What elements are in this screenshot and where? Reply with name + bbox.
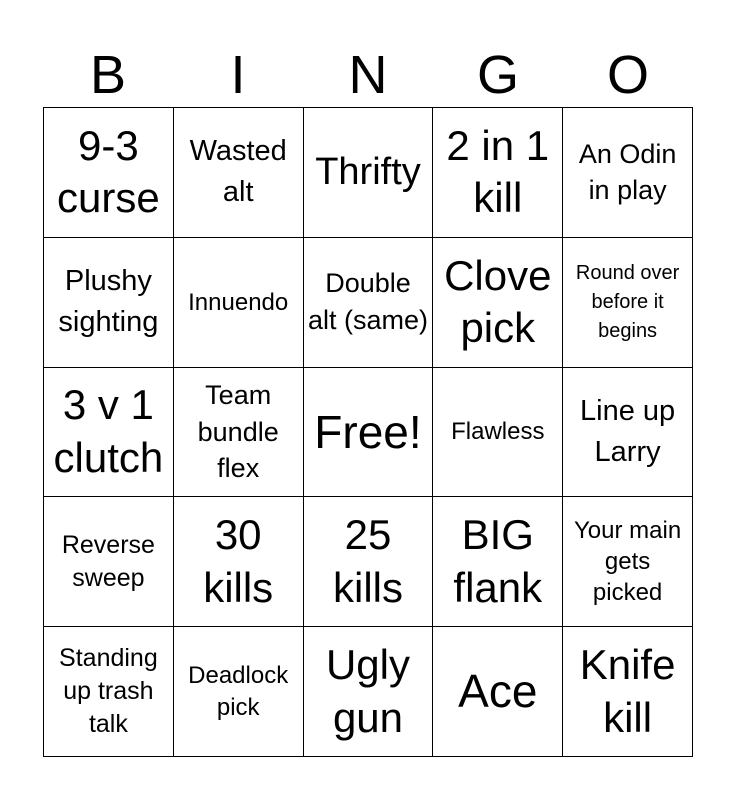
cell-label: Team bundle flex	[197, 379, 279, 484]
bingo-cell[interactable]	[44, 238, 174, 368]
free-space[interactable]	[304, 368, 434, 498]
bingo-cell[interactable]	[563, 627, 693, 757]
header-letter-b: B	[89, 45, 127, 105]
bingo-cell[interactable]	[174, 497, 304, 627]
cell-label: 9-3 curse	[57, 121, 160, 222]
bingo-cell[interactable]	[304, 497, 434, 627]
bingo-cell[interactable]	[433, 108, 563, 238]
header-letter-g: G	[476, 45, 519, 105]
bingo-cell[interactable]	[563, 108, 693, 238]
bingo-cell[interactable]	[433, 368, 563, 498]
cell-label: Round over before it begins	[575, 261, 680, 342]
bingo-cell[interactable]	[304, 108, 434, 238]
bingo-cell[interactable]	[44, 497, 174, 627]
bingo-cell[interactable]	[44, 368, 174, 498]
cell-label: 2 in 1 kill	[446, 121, 550, 222]
cell-label: Wasted alt	[189, 135, 287, 209]
cell-label: Plushy sighting	[58, 265, 159, 339]
bingo-cell[interactable]	[433, 627, 563, 757]
bingo-header	[43, 44, 693, 106]
cell-label: Ace	[458, 665, 538, 718]
cell-label: Your main gets picked	[574, 517, 682, 607]
bingo-cell[interactable]	[174, 368, 304, 498]
bingo-cell[interactable]	[174, 627, 304, 757]
cell-label: 30 kills	[203, 511, 274, 611]
cell-label: Innuendo	[188, 288, 289, 316]
cell-label: Reverse sweep	[61, 530, 155, 592]
bingo-cell[interactable]	[44, 627, 174, 757]
cell-label: Knife kill	[579, 641, 676, 741]
cell-label: Deadlock pick	[188, 662, 289, 721]
bingo-cell[interactable]	[174, 238, 304, 368]
bingo-cell[interactable]	[304, 627, 434, 757]
bingo-cell[interactable]	[433, 238, 563, 368]
bingo-cell[interactable]	[174, 108, 304, 238]
cell-label: BIG flank	[453, 511, 543, 611]
cell-label: 3 v 1 clutch	[53, 381, 164, 481]
cell-label: Ugly gun	[325, 641, 410, 741]
bingo-cell[interactable]	[563, 497, 693, 627]
header-letter-o: O	[606, 45, 649, 105]
bingo-cell[interactable]	[44, 108, 174, 238]
cell-label: Double alt (same)	[307, 268, 428, 336]
bingo-cell[interactable]	[304, 238, 434, 368]
cell-label: Standing up trash talk	[59, 644, 158, 739]
header-letter-i: I	[230, 45, 246, 105]
bingo-cell[interactable]	[563, 368, 693, 498]
cell-label: An Odin in play	[578, 138, 677, 206]
cell-label: Free!	[314, 405, 422, 458]
header-letter-n: N	[348, 45, 388, 105]
cell-label: Line up Larry	[580, 394, 676, 468]
bingo-cell[interactable]	[433, 497, 563, 627]
cell-label: Flawless	[451, 418, 545, 446]
bingo-cell[interactable]	[563, 238, 693, 368]
cell-label: 25 kills	[332, 511, 403, 611]
cell-label: Thrifty	[315, 150, 421, 193]
bingo-board	[43, 107, 693, 757]
cell-label: Clove pick	[444, 251, 552, 352]
